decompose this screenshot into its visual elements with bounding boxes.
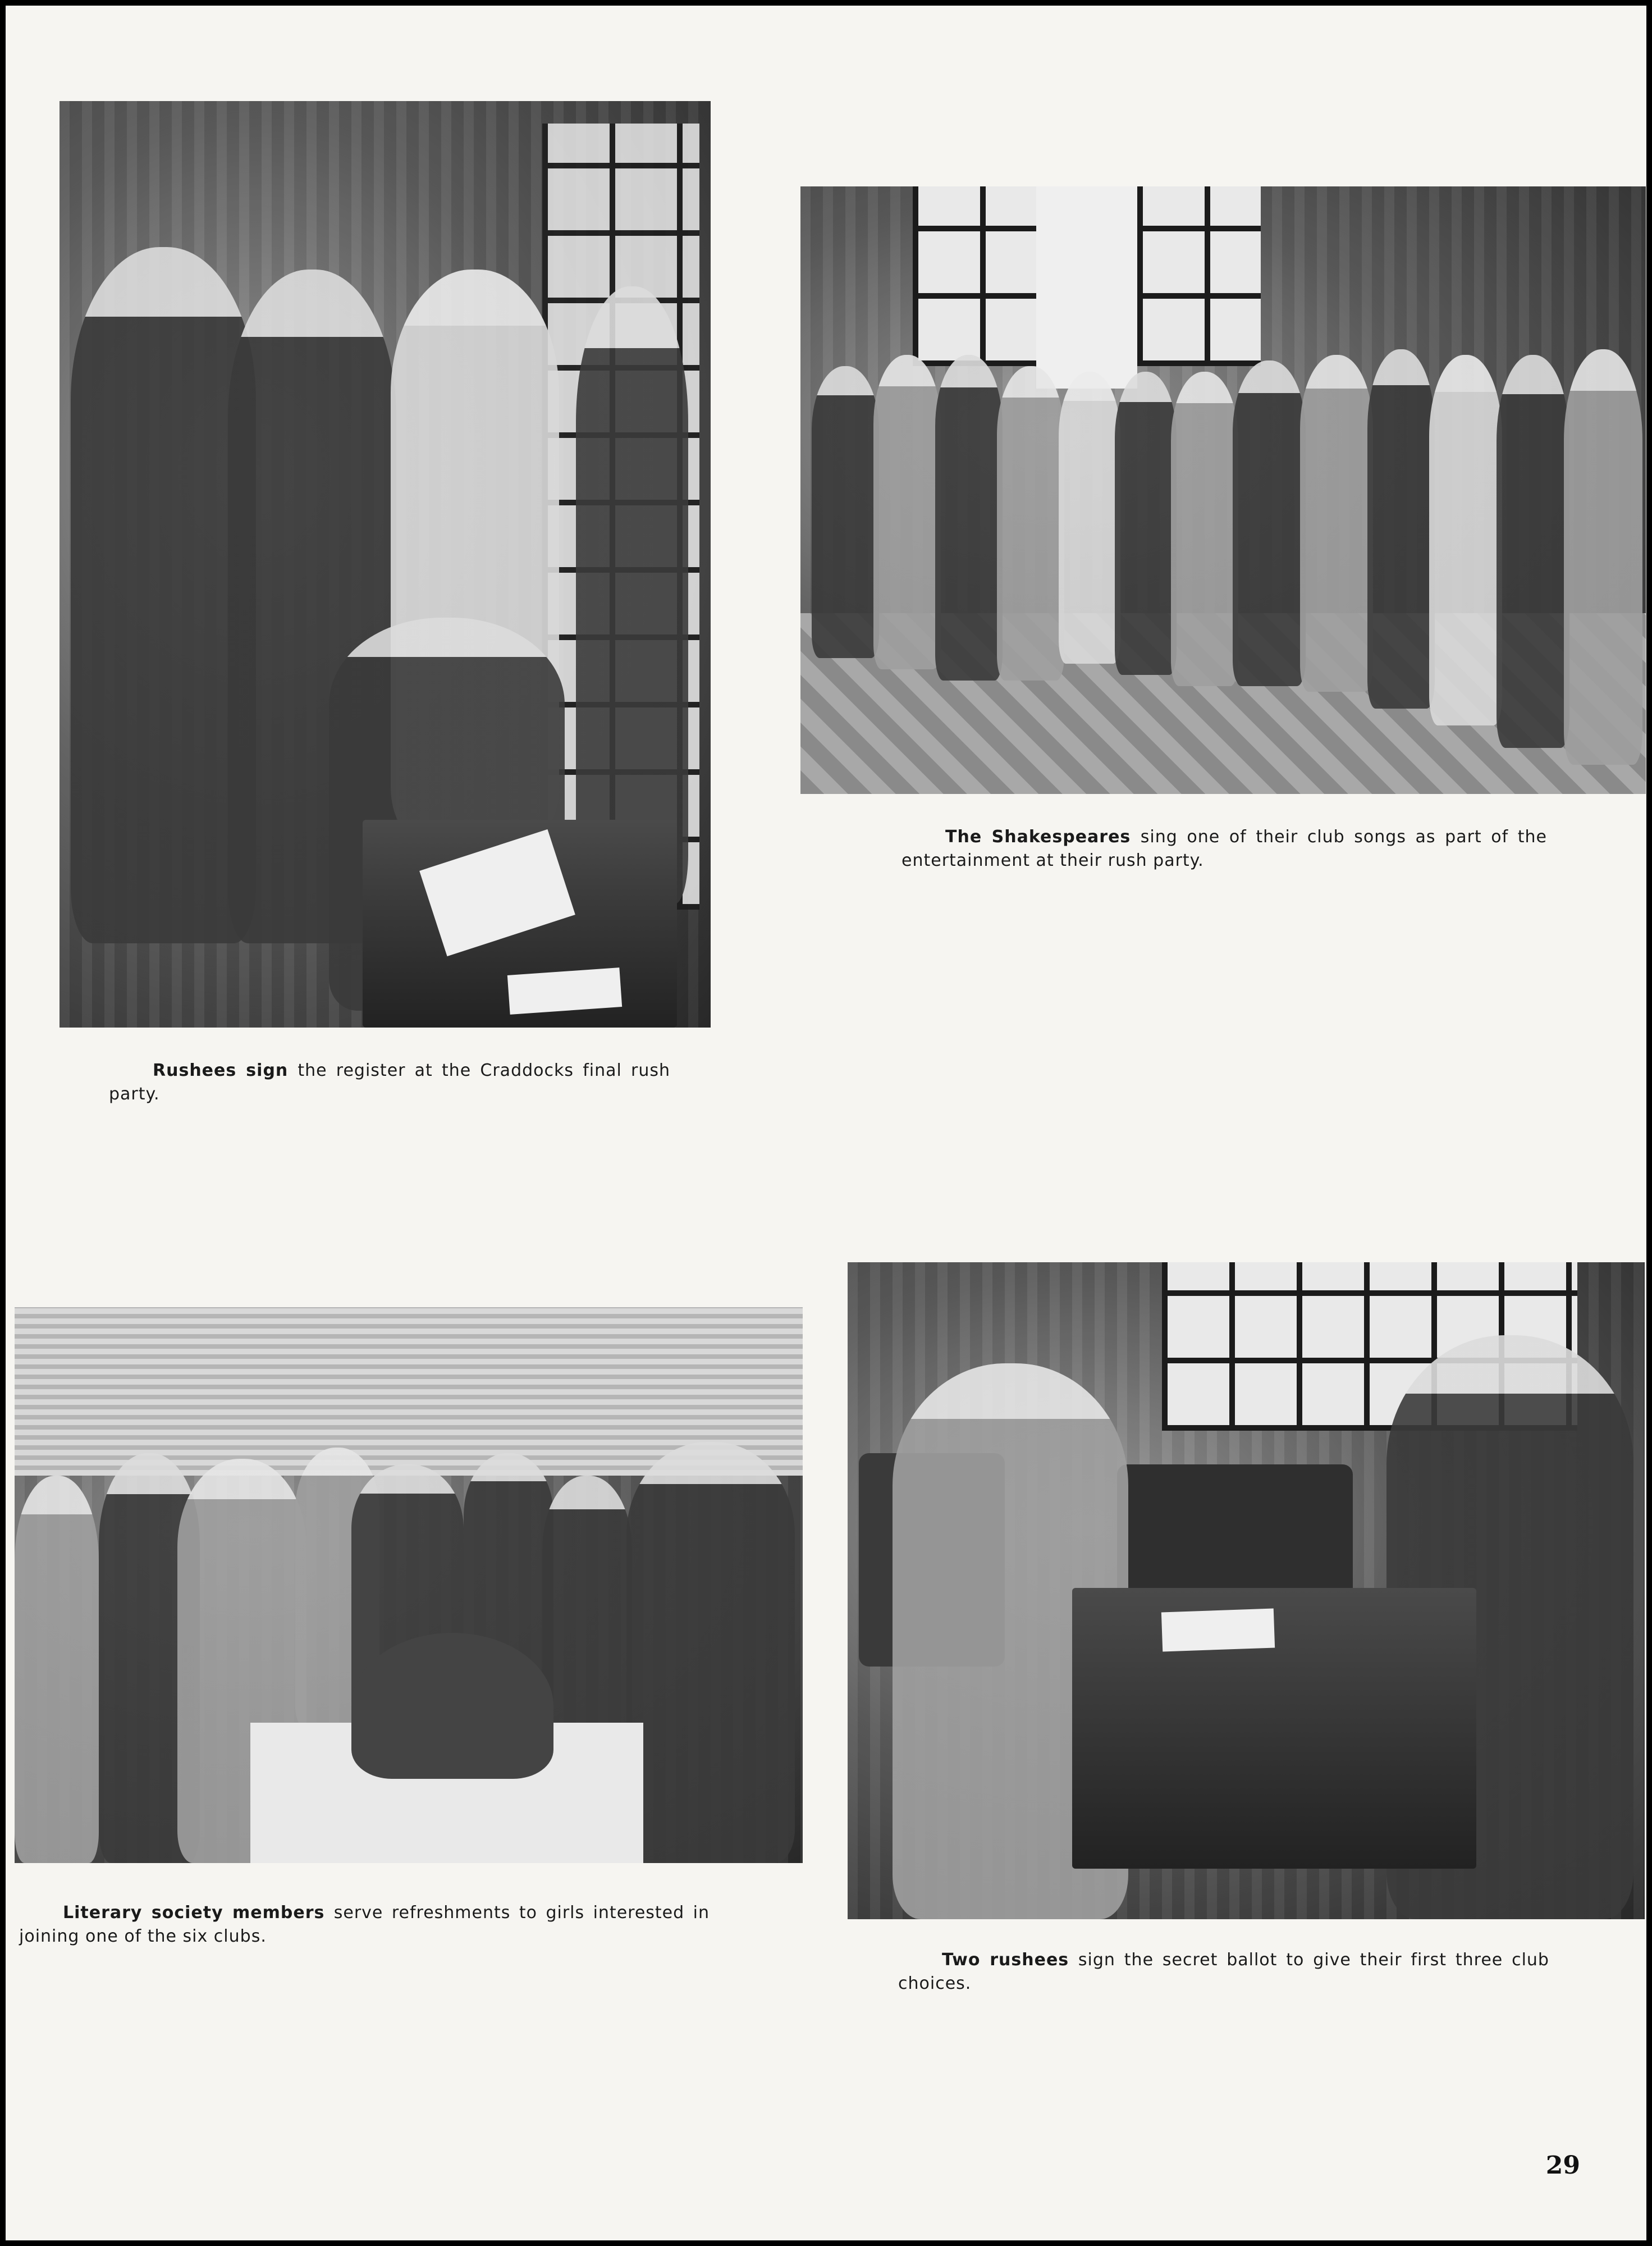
ballot-paper bbox=[1161, 1609, 1275, 1652]
caption-craddocks bbox=[109, 1059, 670, 1106]
figure bbox=[935, 355, 1003, 681]
figure bbox=[1115, 372, 1177, 675]
caption-text: sign the secret ballot to give their first three club choices. bbox=[898, 1950, 1549, 1993]
figure bbox=[812, 366, 879, 658]
figure bbox=[1429, 355, 1502, 725]
caption-literary bbox=[19, 1901, 710, 1948]
figure bbox=[1497, 355, 1569, 748]
card bbox=[507, 967, 622, 1015]
figure bbox=[1564, 349, 1642, 765]
club-banner bbox=[1036, 186, 1137, 389]
figure bbox=[1171, 372, 1238, 686]
photo-ballot-signing bbox=[848, 1262, 1645, 1919]
caption-ballot bbox=[898, 1948, 1549, 1996]
caption-lead: Literary society members bbox=[63, 1903, 334, 1923]
photo-craddocks-register bbox=[60, 101, 711, 1028]
caption-text: serve refreshments to girls interested in joining one of the six clubs. bbox=[19, 1903, 710, 1946]
figure bbox=[1059, 372, 1120, 664]
figure bbox=[576, 286, 688, 904]
figure bbox=[873, 355, 941, 669]
figure bbox=[15, 1476, 99, 1863]
caption-text: the register at the Craddocks final rush party. bbox=[109, 1061, 670, 1104]
photo-literary-refreshments bbox=[15, 1307, 803, 1863]
window bbox=[913, 186, 1036, 366]
figure bbox=[997, 366, 1064, 681]
caption-lead: Rushees sign bbox=[153, 1061, 298, 1080]
caption-lead: The Shakespeares bbox=[945, 827, 1141, 847]
caption-lead: Two rushees bbox=[942, 1950, 1078, 1970]
figure bbox=[1367, 349, 1435, 709]
figure bbox=[1300, 355, 1373, 692]
paper-sheet bbox=[6, 6, 1646, 2240]
page-number: 29 bbox=[1545, 2151, 1580, 2180]
caption-shakespeares bbox=[901, 825, 1547, 873]
caption-text: sing one of their club songs as part of the entertainment at their rush party. bbox=[901, 827, 1548, 870]
window bbox=[1137, 186, 1261, 366]
photo-shakespeares-singing bbox=[800, 186, 1646, 794]
figure bbox=[626, 1442, 795, 1863]
figure bbox=[1233, 360, 1306, 686]
centerpiece bbox=[351, 1633, 553, 1779]
